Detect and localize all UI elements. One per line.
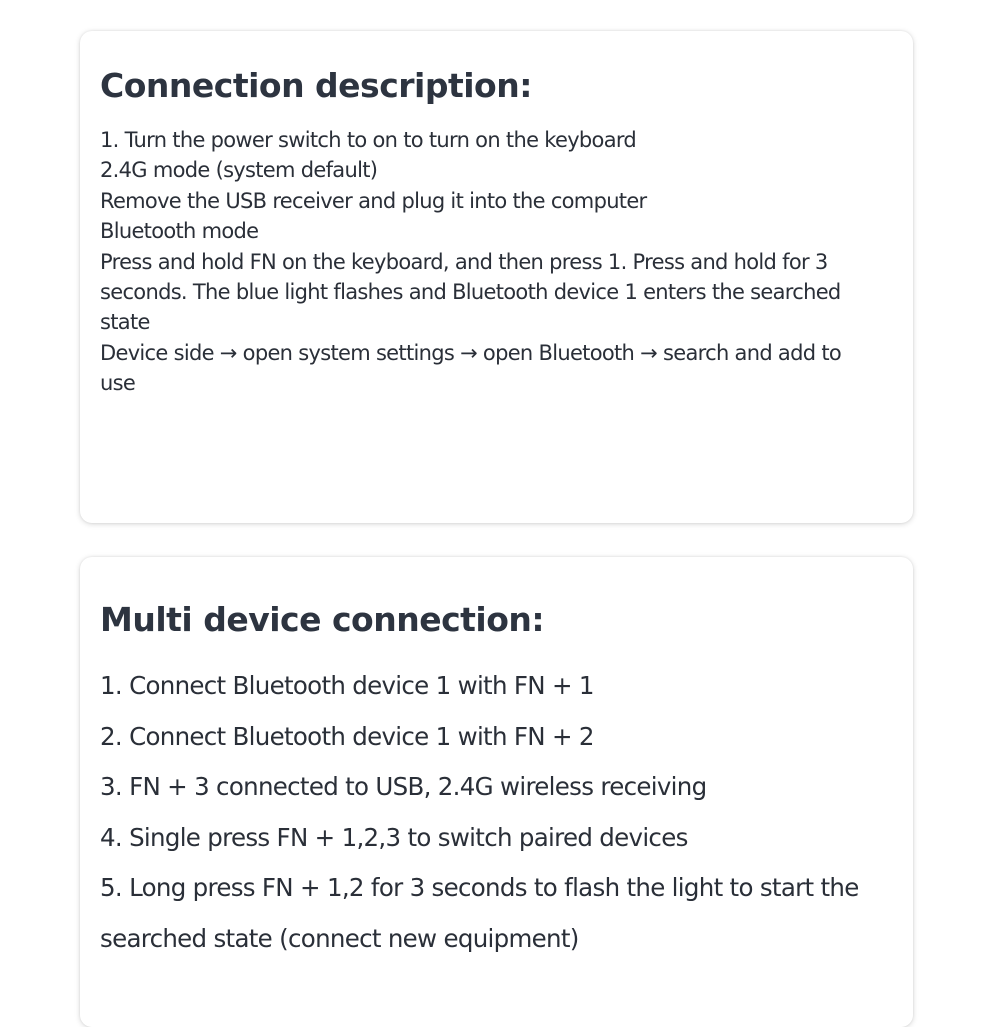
multi-device-connection-title: Multi device connection:	[100, 600, 545, 639]
multi-device-item: 1. Connect Bluetooth device 1 with FN + 1	[100, 671, 594, 700]
connection-mode-bluetooth-instruction: Press and hold FN on the keyboard, and then press 1. Press and hold for 3 seconds. The blue light flashes and Bluetooth device 1 enters the searched state	[100, 249, 841, 335]
connection-mode-24g-instruction: Remove the USB receiver and plug it into the computer	[100, 188, 647, 213]
multi-device-connection-card	[80, 557, 913, 1027]
connection-step-power: 1. Turn the power switch to on to turn on the keyboard	[100, 128, 637, 152]
connection-mode-bluetooth-heading: Bluetooth mode	[100, 219, 259, 244]
connection-mode-24g-heading: 2.4G mode (system default)	[100, 158, 378, 183]
multi-device-item: 4. Single press FN + 1,2,3 to switch paired devices	[100, 822, 688, 852]
multi-device-item: 2. Connect Bluetooth device 1 with FN + 2	[100, 721, 594, 751]
multi-device-item: 3. FN + 3 connected to USB, 2.4G wireless receiving	[100, 772, 707, 801]
connection-description-title: Connection description:	[100, 66, 532, 105]
connection-description-card	[80, 31, 913, 523]
multi-device-item: 5. Long press FN + 1,2 for 3 seconds to flash the light to start the searched state (connect new equipment)	[100, 873, 859, 953]
connection-device-side-instruction: Device side → open system settings → open Bluetooth → search and add to use	[100, 340, 842, 396]
